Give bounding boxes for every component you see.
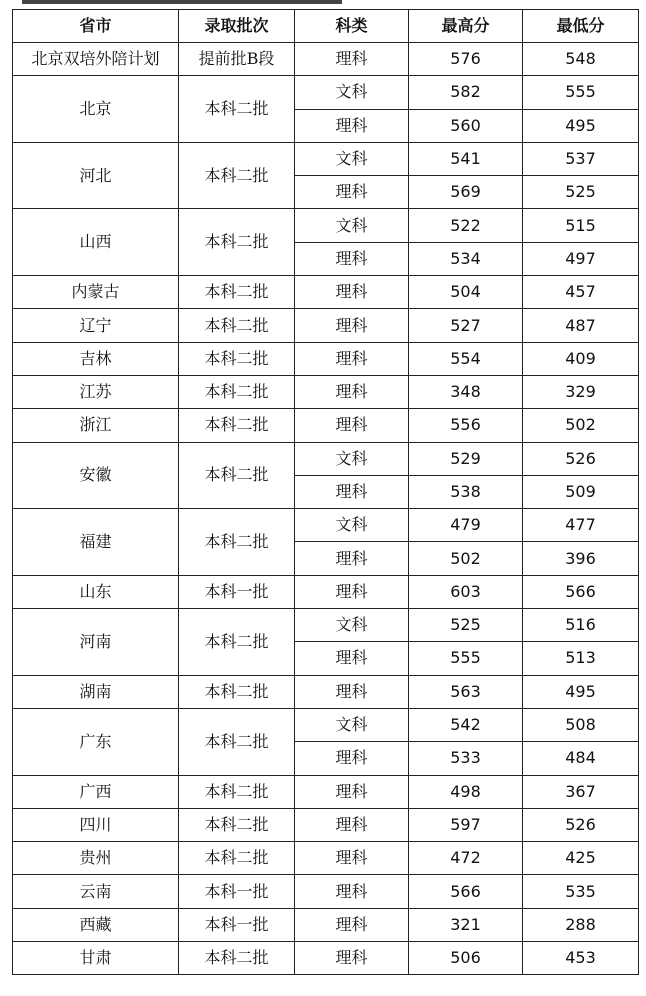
- max-score-cell: 538: [409, 475, 523, 508]
- batch-cell: 本科二批: [179, 609, 295, 676]
- min-score-cell: 497: [523, 242, 639, 275]
- min-score-cell: 509: [523, 475, 639, 508]
- max-score-cell: 554: [409, 342, 523, 375]
- province-cell: 安徽: [13, 442, 179, 509]
- header-batch: 录取批次: [179, 10, 295, 43]
- table-row: [13, 409, 639, 442]
- header-max-score: 最高分: [409, 10, 523, 43]
- table-row: [13, 442, 639, 475]
- subject-type-cell: 文科: [295, 708, 409, 741]
- subject-type-cell: 理科: [295, 475, 409, 508]
- max-score-cell: 603: [409, 575, 523, 608]
- max-score-cell: 527: [409, 309, 523, 342]
- table-row: [13, 43, 639, 76]
- province-cell: 山东: [13, 575, 179, 608]
- table-body: [13, 43, 639, 975]
- province-cell: 西藏: [13, 908, 179, 941]
- province-cell: 甘肃: [13, 942, 179, 975]
- subject-type-cell: 文科: [295, 209, 409, 242]
- table-row: [13, 575, 639, 608]
- max-score-cell: 541: [409, 142, 523, 175]
- header-min-score: 最低分: [523, 10, 639, 43]
- table-row: [13, 942, 639, 975]
- subject-type-cell: 文科: [295, 442, 409, 475]
- province-cell: 内蒙古: [13, 276, 179, 309]
- batch-cell: 本科二批: [179, 76, 295, 143]
- max-score-cell: 597: [409, 808, 523, 841]
- header-province: 省市: [13, 10, 179, 43]
- max-score-cell: 502: [409, 542, 523, 575]
- subject-type-cell: 理科: [295, 875, 409, 908]
- subject-type-cell: 理科: [295, 43, 409, 76]
- min-score-cell: 477: [523, 509, 639, 542]
- province-cell: 北京双培外陪计划: [13, 43, 179, 76]
- min-score-cell: 555: [523, 76, 639, 109]
- min-score-cell: 495: [523, 109, 639, 142]
- header-subject-type: 科类: [295, 10, 409, 43]
- min-score-cell: 502: [523, 409, 639, 442]
- table-row: [13, 808, 639, 841]
- batch-cell: 本科二批: [179, 509, 295, 576]
- subject-type-cell: 理科: [295, 575, 409, 608]
- min-score-cell: 566: [523, 575, 639, 608]
- province-cell: 云南: [13, 875, 179, 908]
- subject-type-cell: 理科: [295, 176, 409, 209]
- min-score-cell: 487: [523, 309, 639, 342]
- table-row: [13, 875, 639, 908]
- max-score-cell: 321: [409, 908, 523, 941]
- table-row: [13, 675, 639, 708]
- province-cell: 河南: [13, 609, 179, 676]
- min-score-cell: 526: [523, 442, 639, 475]
- max-score-cell: 522: [409, 209, 523, 242]
- subject-type-cell: 理科: [295, 675, 409, 708]
- min-score-cell: 457: [523, 276, 639, 309]
- max-score-cell: 525: [409, 609, 523, 642]
- batch-cell: 本科二批: [179, 675, 295, 708]
- admission-score-table: [12, 9, 639, 975]
- subject-type-cell: 文科: [295, 609, 409, 642]
- min-score-cell: 516: [523, 609, 639, 642]
- subject-type-cell: 理科: [295, 276, 409, 309]
- max-score-cell: 504: [409, 276, 523, 309]
- batch-cell: 本科二批: [179, 375, 295, 408]
- batch-cell: 本科二批: [179, 442, 295, 509]
- min-score-cell: 526: [523, 808, 639, 841]
- max-score-cell: 566: [409, 875, 523, 908]
- min-score-cell: 495: [523, 675, 639, 708]
- subject-type-cell: 理科: [295, 908, 409, 941]
- table-row: [13, 708, 639, 741]
- min-score-cell: 425: [523, 842, 639, 875]
- province-cell: 吉林: [13, 342, 179, 375]
- min-score-cell: 515: [523, 209, 639, 242]
- subject-type-cell: 理科: [295, 109, 409, 142]
- subject-type-cell: 理科: [295, 808, 409, 841]
- subject-type-cell: 文科: [295, 142, 409, 175]
- table-row: [13, 375, 639, 408]
- subject-type-cell: 理科: [295, 342, 409, 375]
- subject-type-cell: 理科: [295, 409, 409, 442]
- min-score-cell: 508: [523, 708, 639, 741]
- max-score-cell: 472: [409, 842, 523, 875]
- max-score-cell: 529: [409, 442, 523, 475]
- batch-cell: 本科二批: [179, 276, 295, 309]
- min-score-cell: 453: [523, 942, 639, 975]
- max-score-cell: 560: [409, 109, 523, 142]
- province-cell: 广西: [13, 775, 179, 808]
- min-score-cell: 329: [523, 375, 639, 408]
- table-row: [13, 309, 639, 342]
- max-score-cell: 498: [409, 775, 523, 808]
- batch-cell: 本科一批: [179, 875, 295, 908]
- max-score-cell: 533: [409, 742, 523, 775]
- batch-cell: 本科二批: [179, 775, 295, 808]
- min-score-cell: 409: [523, 342, 639, 375]
- table-row: [13, 342, 639, 375]
- province-cell: 湖南: [13, 675, 179, 708]
- min-score-cell: 548: [523, 43, 639, 76]
- table-row: [13, 509, 639, 542]
- province-cell: 四川: [13, 808, 179, 841]
- table-row: [13, 76, 639, 109]
- batch-cell: 本科二批: [179, 209, 295, 276]
- max-score-cell: 348: [409, 375, 523, 408]
- subject-type-cell: 理科: [295, 942, 409, 975]
- province-cell: 贵州: [13, 842, 179, 875]
- table-row: [13, 775, 639, 808]
- subject-type-cell: 理科: [295, 309, 409, 342]
- max-score-cell: 542: [409, 708, 523, 741]
- subject-type-cell: 理科: [295, 775, 409, 808]
- subject-type-cell: 文科: [295, 509, 409, 542]
- min-score-cell: 535: [523, 875, 639, 908]
- min-score-cell: 396: [523, 542, 639, 575]
- province-cell: 河北: [13, 142, 179, 209]
- subject-type-cell: 理科: [295, 375, 409, 408]
- batch-cell: 本科二批: [179, 808, 295, 841]
- province-cell: 辽宁: [13, 309, 179, 342]
- min-score-cell: 288: [523, 908, 639, 941]
- province-cell: 江苏: [13, 375, 179, 408]
- province-cell: 浙江: [13, 409, 179, 442]
- batch-cell: 本科一批: [179, 908, 295, 941]
- batch-cell: 本科二批: [179, 342, 295, 375]
- min-score-cell: 367: [523, 775, 639, 808]
- subject-type-cell: 理科: [295, 242, 409, 275]
- table-row: [13, 609, 639, 642]
- max-score-cell: 569: [409, 176, 523, 209]
- min-score-cell: 513: [523, 642, 639, 675]
- batch-cell: 本科二批: [179, 708, 295, 775]
- subject-type-cell: 文科: [295, 76, 409, 109]
- max-score-cell: 555: [409, 642, 523, 675]
- max-score-cell: 506: [409, 942, 523, 975]
- batch-cell: 本科一批: [179, 575, 295, 608]
- header-row: [13, 10, 639, 43]
- max-score-cell: 534: [409, 242, 523, 275]
- subject-type-cell: 理科: [295, 542, 409, 575]
- province-cell: 北京: [13, 76, 179, 143]
- max-score-cell: 479: [409, 509, 523, 542]
- max-score-cell: 563: [409, 675, 523, 708]
- batch-cell: 本科二批: [179, 142, 295, 209]
- max-score-cell: 582: [409, 76, 523, 109]
- batch-cell: 本科二批: [179, 842, 295, 875]
- batch-cell: 提前批B段: [179, 43, 295, 76]
- table-row: [13, 276, 639, 309]
- subject-type-cell: 理科: [295, 642, 409, 675]
- province-cell: 山西: [13, 209, 179, 276]
- min-score-cell: 537: [523, 142, 639, 175]
- max-score-cell: 576: [409, 43, 523, 76]
- batch-cell: 本科二批: [179, 409, 295, 442]
- table-row: [13, 908, 639, 941]
- batch-cell: 本科二批: [179, 942, 295, 975]
- province-cell: 广东: [13, 708, 179, 775]
- batch-cell: 本科二批: [179, 309, 295, 342]
- min-score-cell: 484: [523, 742, 639, 775]
- subject-type-cell: 理科: [295, 842, 409, 875]
- subject-type-cell: 理科: [295, 742, 409, 775]
- table-row: [13, 142, 639, 175]
- table-row: [13, 209, 639, 242]
- table-row: [13, 842, 639, 875]
- max-score-cell: 556: [409, 409, 523, 442]
- min-score-cell: 525: [523, 176, 639, 209]
- province-cell: 福建: [13, 509, 179, 576]
